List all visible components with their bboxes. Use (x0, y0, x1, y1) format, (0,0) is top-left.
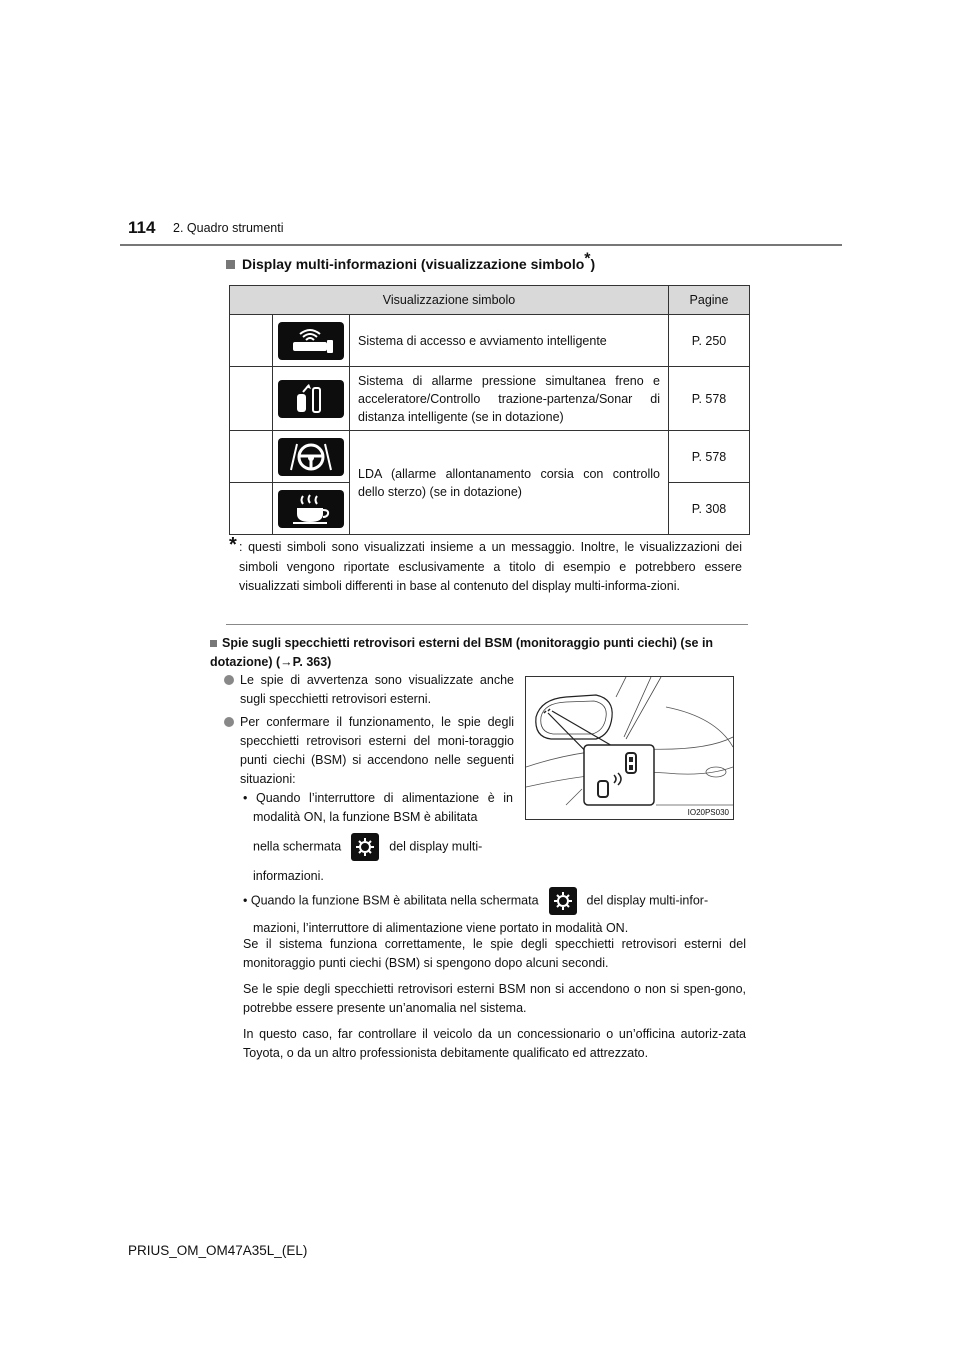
row-page: P. 308 (669, 483, 750, 535)
page-number: 114 (128, 218, 156, 237)
header-rule (120, 244, 842, 246)
pedal-warning-icon (278, 380, 344, 418)
section-square-icon (210, 640, 217, 647)
row-page: P. 250 (669, 315, 750, 367)
bullet-item: Le spie di avvertenza sono visualizzate anche sugli specchietti retrovisori esterni. (224, 671, 514, 709)
symbol-table (229, 285, 750, 535)
smart-key-icon (278, 322, 344, 360)
row-desc: Sistema di accesso e avviamento intelligente (350, 315, 669, 367)
paragraph: Se le spie degli specchietti retrovisori esterni BSM non si accendono o non si spen-gono, potrebbe essere presente un’anomalia nel sistema. (243, 982, 746, 1015)
chapter-title: 2. Quadro strumenti (173, 221, 284, 235)
bsm-section-title: Spie sugli specchietti retrovisori esterni del BSM (monitoraggio punti ciechi) (se in dotazione) (→P. 363) (210, 636, 714, 669)
section-divider (226, 624, 748, 625)
sub-item: • Quando l’interruttore di alimentazione è in modalità ON, la funzione BSM è abilitata nella schermata del display multi- informazioni. (243, 791, 513, 883)
paragraph: Se il sistema funziona correttamente, le spie degli specchietti retrovisori esterni del monitoraggio punti ciechi (BSM) si spengono dopo alcuni secondi. (243, 937, 746, 970)
paragraph: In questo caso, far controllare il veicolo da un concessionario o un’officina autoriz-zata Toyota, o da un altro professionista debitamente qualificato ed attrezzato. (243, 1027, 746, 1060)
col-pages-header: Pagine (669, 286, 750, 315)
table-header (230, 286, 750, 315)
steering-wheel-icon (278, 438, 344, 476)
row-desc: LDA (allarme allontanamento corsia con controllo dello sterzo) (se in dotazione) (350, 431, 669, 535)
bullet-item: Per confermare il funzionamento, le spie degli specchietti retrovisori esterni del moni-toraggio punti ciechi (BSM) si accendono nelle seguenti situazioni: (224, 713, 514, 789)
bullet-dot-icon (224, 675, 234, 685)
footer-doc-code: PRIUS_OM_OM47A35L_(EL) (128, 1243, 308, 1258)
coffee-cup-icon (278, 490, 344, 528)
sub-item: • Quando la funzione BSM è abilitata nella schermata del display multi-infor- mazioni, l’interruttore di alimentazione viene portato in modalità ON. (243, 887, 748, 938)
section-title: Display multi-informazioni (visualizzazione simbolo*) (226, 256, 595, 272)
settings-screen-icon (549, 887, 577, 915)
table-row (230, 367, 750, 431)
settings-screen-icon (351, 833, 379, 861)
table-row (230, 431, 750, 483)
row-page: P. 578 (669, 431, 750, 483)
bullet-dot-icon (224, 717, 234, 727)
section-square-icon (226, 260, 235, 269)
col-symbol-header: Visualizzazione simbolo (230, 286, 669, 315)
figure-caption: IO20PS030 (687, 808, 729, 817)
footnote: * : questi simboli sono visualizzati insieme a un messaggio. Inoltre, le visualizzazioni dei simboli vengono riportate esclusivamente a titolo di esempio e potrebbero essere visualizzati simboli differenti in base al contenuto del display multi-informa-zioni. (229, 534, 742, 593)
bsm-mirror-illustration (525, 676, 734, 820)
row-desc: Sistema di allarme pressione simultanea freno e acceleratore/Controllo trazione-partenza/Sonar di distanza intelligente (se in dotazione) (350, 367, 669, 431)
table-row (230, 315, 750, 367)
row-page: P. 578 (669, 367, 750, 431)
